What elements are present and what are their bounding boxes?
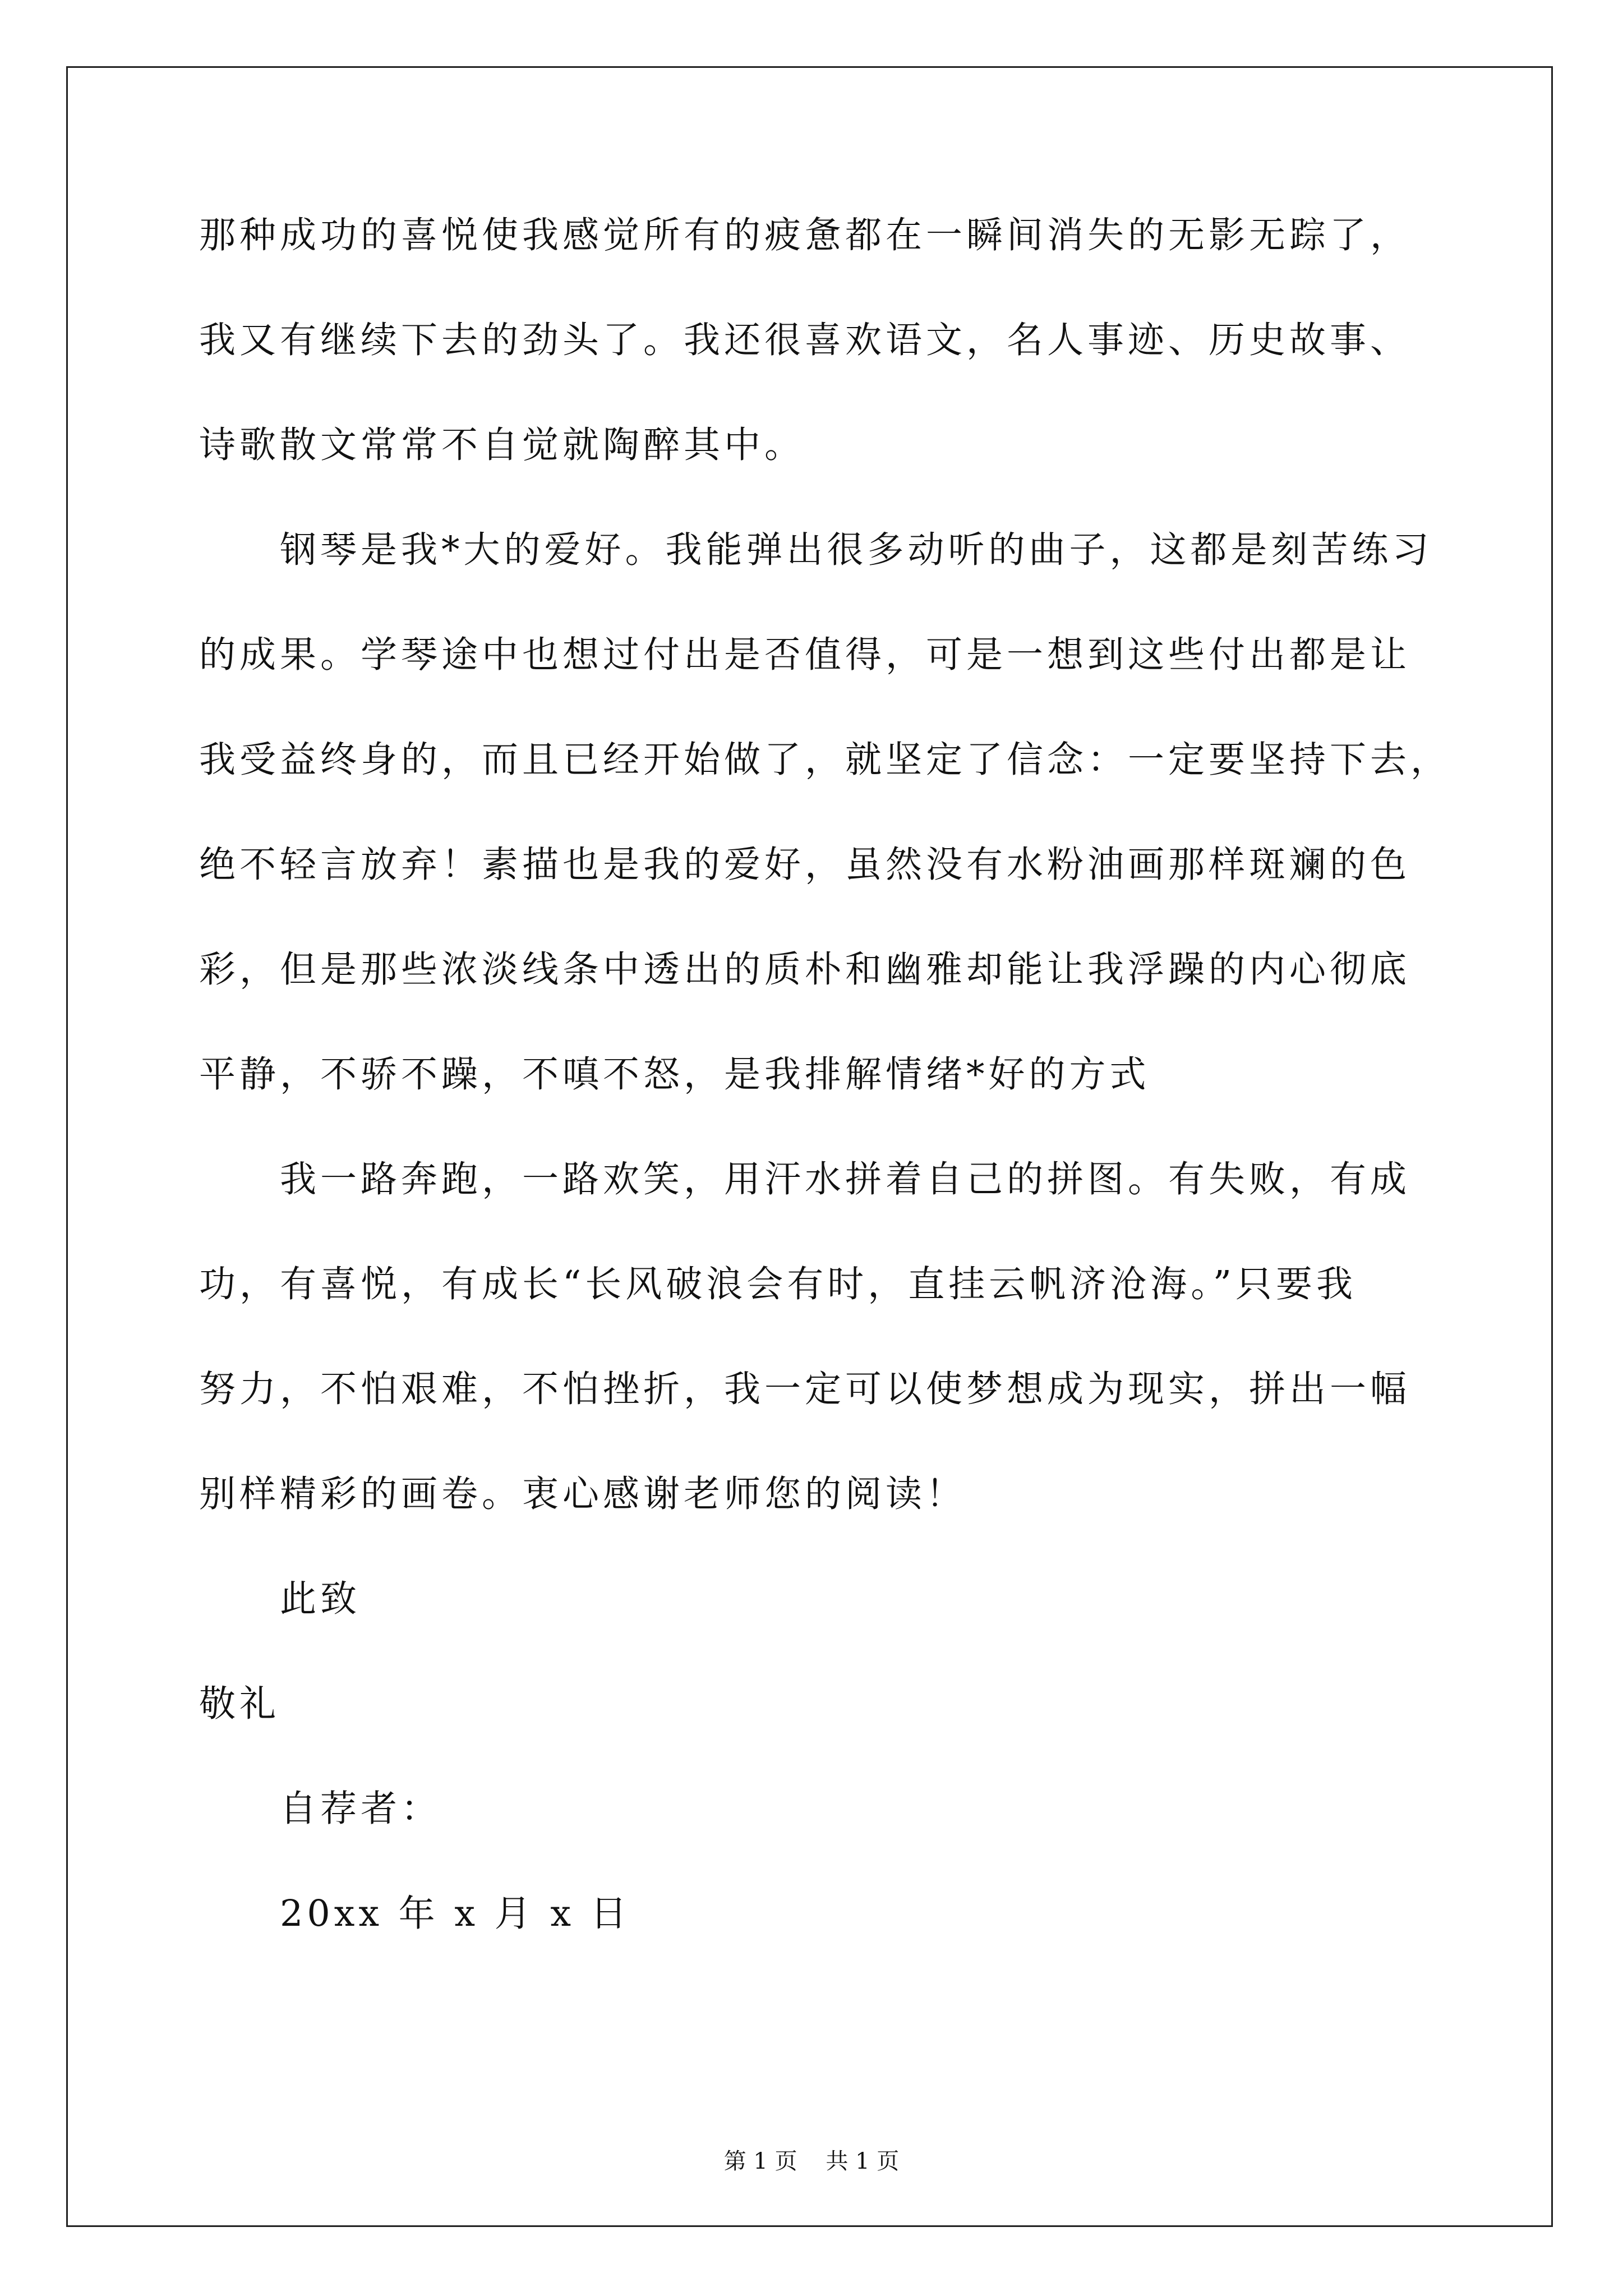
text-line: 平静，不骄不躁，不嗔不怒，是我排解情绪*好的方式 [199,1053,1150,1096]
text-line: 我受益终身的，而且已经开始做了，就坚定了信念：一定要坚持下去， [199,739,1451,781]
text-line: 那种成功的喜悦使我感觉所有的疲惫都在一瞬间消失的无影无踪了， [199,214,1411,256]
text-line: 功，有喜悦，有成长“长风破浪会有时，直挂云帆济沧海。”只要我 [199,1263,1357,1305]
text-line: 我又有继续下去的劲头了。我还很喜欢语文，名人事迹、历史故事、 [199,319,1411,361]
text-line: 诗歌散文常常不自觉就陶醉其中。 [199,424,805,466]
closing-regards: 敬礼 [199,1683,280,1725]
text-line: 绝不轻言放弃！素描也是我的爱好，虽然没有水粉油画那样斑斓的色 [199,844,1411,886]
text-line: 别样精彩的画卷。衷心感谢老师您的阅读！ [199,1473,967,1515]
letter-body [199,210,1489,1994]
page-number-footer: 第 1 页 共 1 页 [723,2148,900,2174]
signature-label: 自荐者： [280,1788,442,1830]
text-line: 彩，但是那些浓淡线条中透出的质朴和幽雅却能让我浮躁的内心彻底 [199,949,1411,991]
closing-salutation: 此致 [280,1578,361,1620]
date-line: 20xx 年 x 月 x 日 [280,1893,631,1935]
paragraph-start-line: 钢琴是我*大的爱好。我能弹出很多动听的曲子，这都是刻苦练习 [280,529,1433,571]
text-line: 的成果。学琴途中也想过付出是否值得，可是一想到这些付出都是让 [199,634,1411,676]
text-line: 努力，不怕艰难，不怕挫折，我一定可以使梦想成为现实，拼出一幅 [199,1368,1411,1410]
paragraph-start-line: 我一路奔跑，一路欢笑，用汗水拼着自己的拼图。有失败，有成 [280,1158,1411,1200]
